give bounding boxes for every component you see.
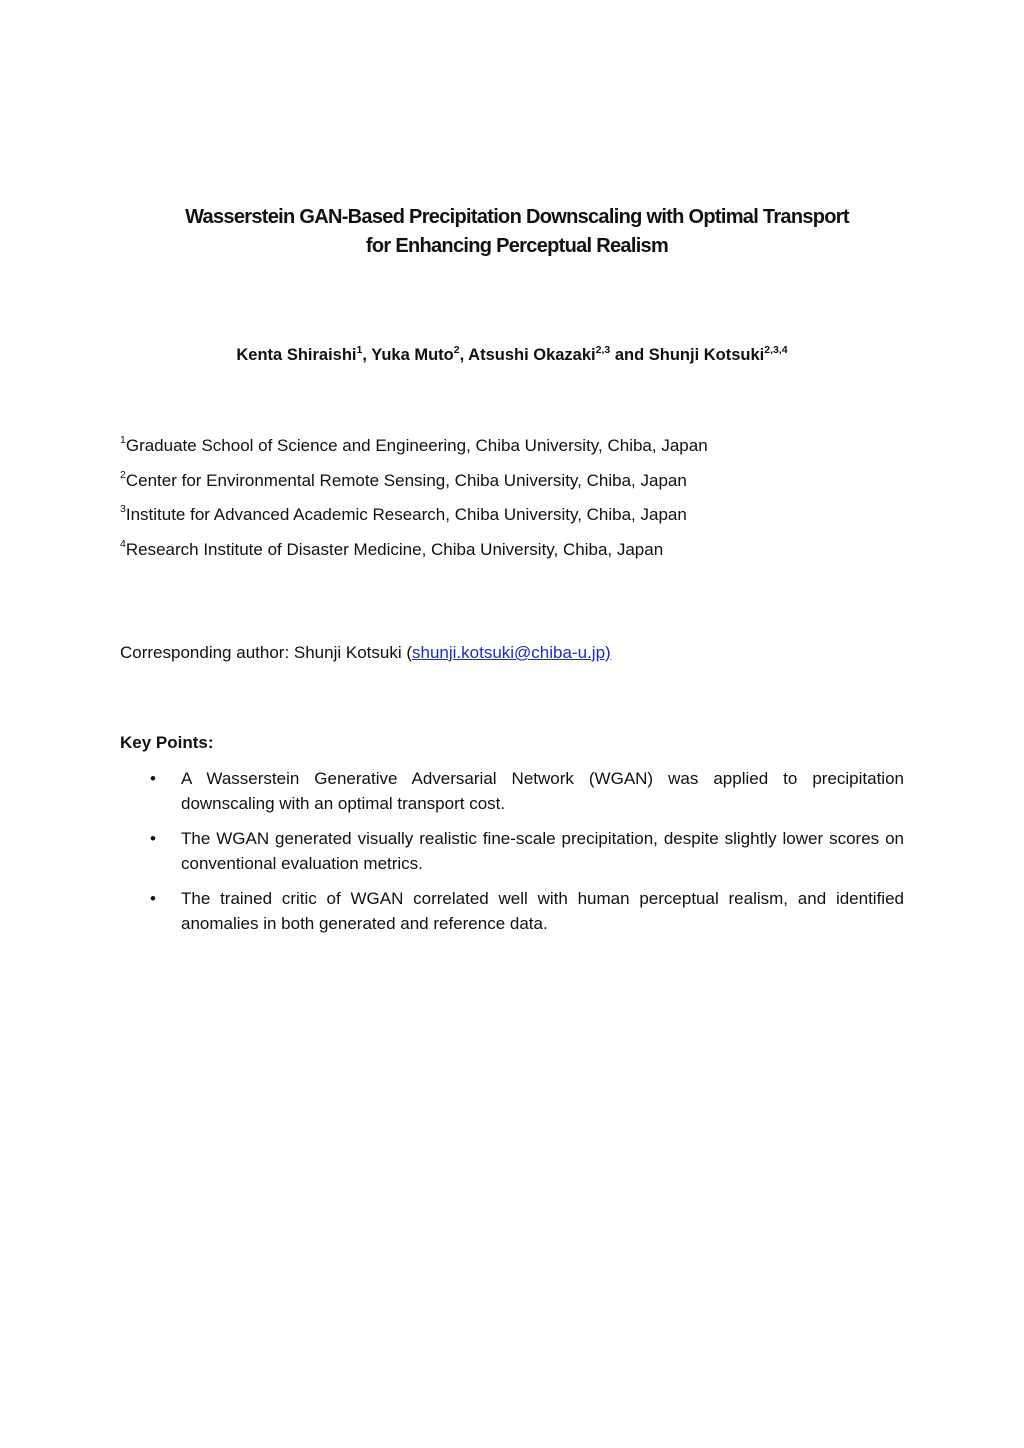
author-name: Shunji Kotsuki (648, 346, 765, 364)
corresponding-author (120, 641, 910, 665)
affiliation-text: Research Institute of Disaster Medicine, Chiba University, Chiba, Japan (125, 539, 664, 559)
key-point-text: The WGAN generated visually realistic fine-scale precipitation, despite slightly lower scores on conventional evaluation metrics. (181, 829, 904, 873)
affiliation-number: 2 (120, 468, 126, 481)
author-list (120, 344, 904, 366)
author-affiliation-mark: 2,3 (595, 343, 611, 356)
affiliation-number: 3 (120, 503, 126, 516)
key-point-text: A Wasserstein Generative Adversarial Network (WGAN) was applied to precipitation downscaling with an optimal transport cost. (181, 769, 904, 813)
key-points-heading: Key Points: (120, 733, 214, 752)
author-affiliation-mark: 2 (453, 343, 460, 356)
affiliation-item (120, 469, 910, 504)
affiliation-list (120, 434, 910, 572)
affiliation-text: Center for Environmental Remote Sensing, Chiba University, Chiba, Japan (125, 470, 687, 490)
affiliation-item (120, 503, 910, 538)
author-separator: , (459, 346, 469, 364)
author-name: Kenta Shiraishi (236, 346, 357, 364)
key-point-item (120, 826, 904, 876)
key-point-item (120, 886, 904, 936)
title-line-1: Wasserstein GAN-Based Precipitation Downscaling with Optimal Transport (185, 206, 849, 228)
affiliation-item (120, 434, 910, 469)
author-name: Atsushi Okazaki (468, 346, 596, 364)
paper-title (120, 203, 914, 261)
affiliation-text: Institute for Advanced Academic Research, Chiba University, Chiba, Japan (125, 505, 687, 524)
affiliation-number: 4 (120, 537, 126, 550)
key-point-item (120, 766, 904, 816)
affiliation-number: 1 (120, 434, 126, 447)
author-affiliation-mark: 1 (356, 343, 363, 356)
author-separator: and (610, 346, 649, 364)
bullet-icon: • (150, 769, 156, 788)
bullet-icon: • (150, 829, 156, 848)
affiliation-item (120, 538, 910, 573)
bullet-icon: • (150, 889, 156, 908)
key-point-text: The trained critic of WGAN correlated well with human perceptual realism, and identified anomalies in both generated and reference data. (181, 889, 904, 933)
author-name: Yuka Muto (371, 346, 454, 364)
key-points-list (120, 766, 904, 946)
title-line-2: for Enhancing Perceptual Realism (365, 235, 669, 257)
corresponding-author-label: Corresponding author: Shunji Kotsuki ( (120, 643, 412, 662)
affiliation-text: Graduate School of Science and Engineering, Chiba University, Chiba, Japan (125, 436, 708, 455)
author-affiliation-mark: 2,3,4 (764, 343, 788, 356)
author-separator: , (362, 346, 372, 364)
corresponding-email-link[interactable]: shunji.kotsuki@chiba-u.jp) (412, 643, 611, 662)
